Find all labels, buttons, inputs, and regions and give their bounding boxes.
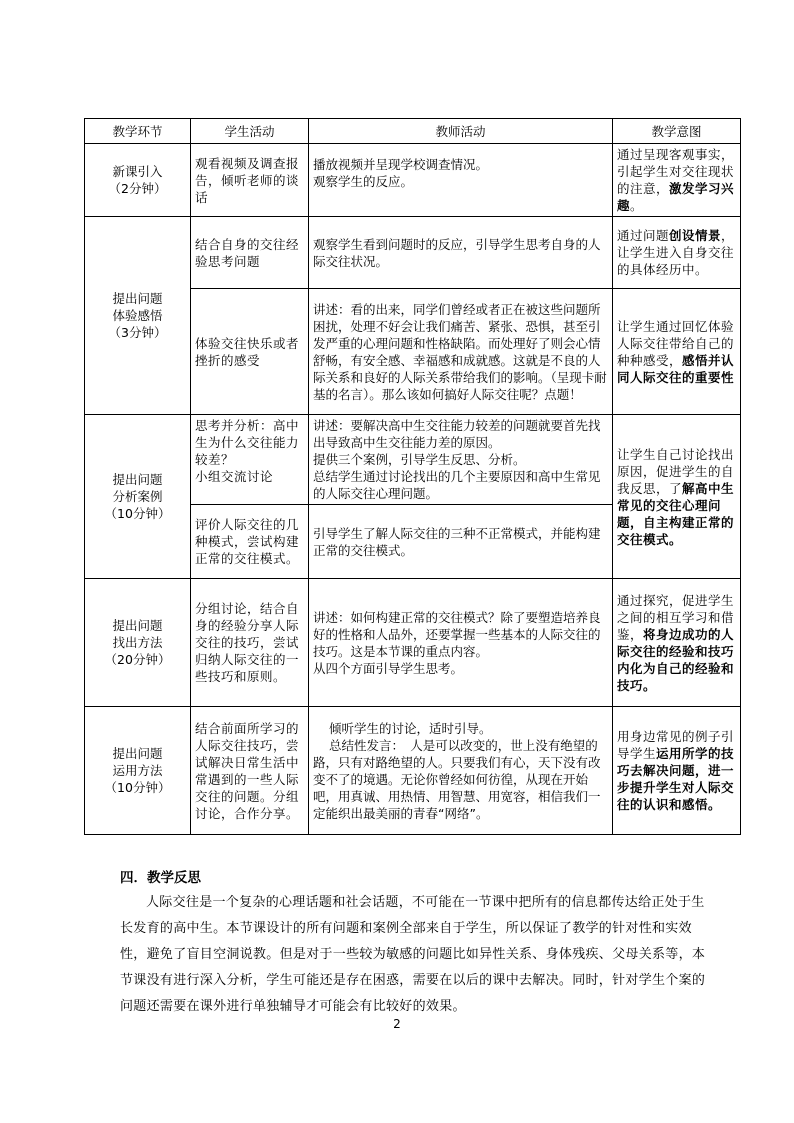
table-row — [85, 579, 741, 707]
lesson-plan-table — [84, 118, 741, 835]
intent-cell: 通过呈现客观事实，引起学生对交往现状的注意，激发学习兴趣。 — [613, 144, 741, 217]
stage-cell: 新课引入 （2分钟） — [85, 144, 191, 217]
intent-cell: 用身边常见的例子引导学生运用所学的技巧去解决问题，进一步提升学生对人际交往的认识和感悟。 — [613, 707, 741, 835]
table-row — [85, 415, 741, 505]
teacher-listen-text: 倾听学生的讨论，适时引导。 — [329, 720, 492, 736]
reflection-paragraph: 人际交往是一个复杂的心理话题和社会话题，不可能在一节课中把所有的信息都传达给正处于生长发育的高中生。本节课设计的所有问题和案例全部来自于学生，所以保证了教学的针对性和实效性，避免了盲目空洞说教。但是对于一些较为敏感的问题比如异性关系、身体残疾、父母关系等，本节课没有进行深入分析，学生可能还是存在困惑，需要在以后的课中去解决。同时，针对学生个案的问题还需要在课外进行单独辅导才可能会有比较好的效果。 — [120, 895, 706, 1014]
student-activity: 结合自身的交往经验思考问题 — [191, 217, 309, 289]
teacher-activity: 播放视频并呈现学校调查情况。 观察学生的反应。 — [309, 144, 613, 217]
header-stage: 教学环节 — [85, 119, 191, 144]
page-number: 2 — [393, 1017, 401, 1031]
student-activity: 结合前面所学习的人际交往技巧，尝试解决日常生活中常遇到的一些人际交往的问题。分组讨论，合作分享。 — [191, 707, 309, 835]
stage-cell: 提出问题 找出方法 （20分钟） — [85, 579, 191, 707]
student-activity: 评价人际交往的几种模式，尝试构建正常的交往模式。 — [191, 505, 309, 579]
table-header-row — [85, 119, 741, 144]
header-intent: 教学意图 — [613, 119, 741, 144]
teacher-activity — [309, 707, 613, 835]
table-row — [85, 144, 741, 217]
teacher-summary-text: 总结性发言： 人是可以改变的，世上没有绝望的路，只有对路绝望的人。只要我们有心，天下没有改变不了的境遇。无论你曾经如何彷徨，从现在开始吧，用真诚、用热情、用智慧、用宽容，相信我们一定能织出最美丽的青春“网络”。 — [313, 737, 601, 821]
section-heading: 四．教学反思 — [120, 870, 201, 886]
stage-cell: 提出问题 运用方法 （10分钟） — [85, 707, 191, 835]
stage-cell: 提出问题 分析案例 （10分钟） — [85, 415, 191, 579]
teacher-activity: 讲述：如何构建正常的交往模式？除了要塑造培养良好的性格和人品外，还要掌握一些基本的人际交往的技巧。这是本节课的重点内容。 从四个方面引导学生思考。 — [309, 579, 613, 707]
intent-cell: 让学生通过回忆体验人际交往带给自己的种种感受，感悟并认同人际交往的重要性 — [613, 289, 741, 415]
student-activity: 思考并分析：高中生为什么交往能力较差？ 小组交流讨论 — [191, 415, 309, 505]
intent-cell: 通过探究，促进学生之间的相互学习和借鉴，将身边成功的人际交往的经验和技巧内化为自己的经验和技巧。 — [613, 579, 741, 707]
intent-cell: 让学生自己讨论找出原因，促进学生的自我反思，了解高中生常见的交往心理问题，自主构建正常的交往模式。 — [613, 415, 741, 579]
teacher-activity: 讲述：要解决高中生交往能力较差的问题就要首先找出导致高中生交往能力差的原因。 提供三个案例，引导学生反思、分析。 总结学生通过讨论找出的几个主要原因和高中生常见的人际交往心理问题。 — [309, 415, 613, 505]
teacher-activity: 观察学生看到问题时的反应，引导学生思考自身的人际交往状况。 — [309, 217, 613, 289]
table-row — [85, 217, 741, 289]
header-teacher: 教师活动 — [309, 119, 613, 144]
header-student: 学生活动 — [191, 119, 309, 144]
stage-cell: 提出问题 体验感悟 （3分钟） — [85, 217, 191, 415]
student-activity: 观看视频及调查报告，倾听老师的谈话 — [191, 144, 309, 217]
student-activity: 分组讨论，结合自身的经验分享人际交往的技巧，尝试归纳人际交往的一些技巧和原则。 — [191, 579, 309, 707]
intent-cell: 通过问题创设情景，让学生进入自身交往的具体经历中。 — [613, 217, 741, 289]
teacher-activity: 讲述：看的出来，同学们曾经或者正在被这些问题所困扰，处理不好会让我们痛苦、紧张、恐惧，甚至引发严重的心理问题和性格缺陷。而处理好了则会心情舒畅，有安全感、幸福感和成就感。这就是不良的人际关系和良好的人际关系带给我们的影响。（呈现卡耐基的名言）。那么该如何搞好人际交往呢？点题！ — [309, 289, 613, 415]
student-activity: 体验交往快乐或者挫折的感受 — [191, 289, 309, 415]
teacher-activity: 引导学生了解人际交往的三种不正常模式，并能构建正常的交往模式。 — [309, 505, 613, 579]
table-row — [85, 707, 741, 835]
